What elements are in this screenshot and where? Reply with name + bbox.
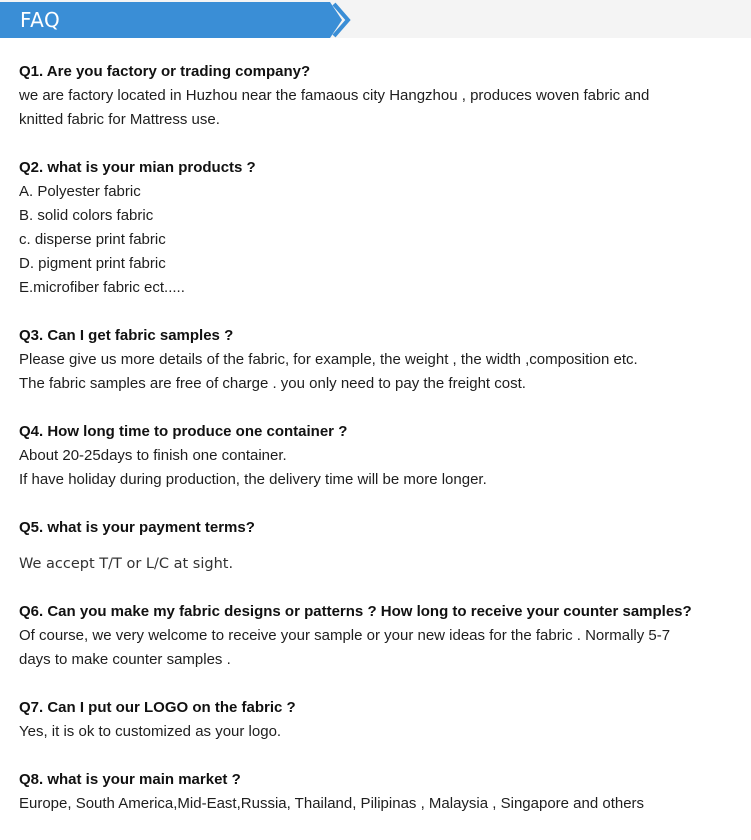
- question-8: Q8. what is your main market ?: [19, 771, 241, 788]
- page-title: FAQ: [20, 8, 61, 32]
- question-7: Q7. Can I put our LOGO on the fabric ?: [19, 699, 296, 716]
- answer-line: D. pigment print fabric: [19, 255, 166, 272]
- answer-line: days to make counter samples .: [19, 651, 231, 668]
- answer-line: If have holiday during production, the delivery time will be more longer.: [19, 471, 487, 488]
- answer-line: The fabric samples are free of charge . you only need to pay the freight cost.: [19, 375, 526, 392]
- question-6: Q6. Can you make my fabric designs or patterns ? How long to receive your counter samples?: [19, 603, 692, 620]
- faq-item-2: [19, 156, 744, 300]
- answer-line: About 20-25days to finish one container.: [19, 447, 287, 464]
- question-5: Q5. what is your payment terms?: [19, 519, 255, 536]
- question-1: Q1. Are you factory or trading company?: [19, 63, 311, 80]
- question-2: Q2. what is your mian products ?: [19, 159, 256, 176]
- faq-item-7: [19, 696, 744, 744]
- answer-line: We accept T/T or L/C at sight.: [19, 556, 234, 572]
- faq-item-8: [19, 768, 744, 816]
- answer-line: knitted fabric for Mattress use.: [19, 111, 220, 128]
- faq-list: [19, 60, 744, 840]
- faq-item-4: [19, 420, 744, 492]
- answer-line: Please give us more details of the fabric, for example, the weight , the width ,composition etc.: [19, 351, 638, 368]
- faq-item-1: [19, 60, 744, 132]
- answer-line: Yes, it is ok to customized as your logo.: [19, 723, 282, 740]
- answer-line: Of course, we very welcome to receive your sample or your new ideas for the fabric . Normally 5-7: [19, 627, 671, 644]
- answer-line: Europe, South America,Mid-East,Russia, Thailand, Pilipinas , Malaysia , Singapore and others: [19, 795, 645, 812]
- faq-item-5: [19, 516, 744, 576]
- question-3: Q3. Can I get fabric samples ?: [19, 327, 234, 344]
- answer-line: A. Polyester fabric: [19, 183, 141, 200]
- answer-line: B. solid colors fabric: [19, 207, 154, 224]
- answer-line: c. disperse print fabric: [19, 231, 166, 248]
- answer-line: we are factory located in Huzhou near the famaous city Hangzhou , produces woven fabric and: [19, 87, 650, 104]
- header-banner-shape: [0, 0, 751, 40]
- faq-item-6: [19, 600, 744, 672]
- answer-line: E.microfiber fabric ect.....: [19, 279, 185, 296]
- faq-item-3: [19, 324, 744, 396]
- question-4: Q4. How long time to produce one container ?: [19, 423, 348, 440]
